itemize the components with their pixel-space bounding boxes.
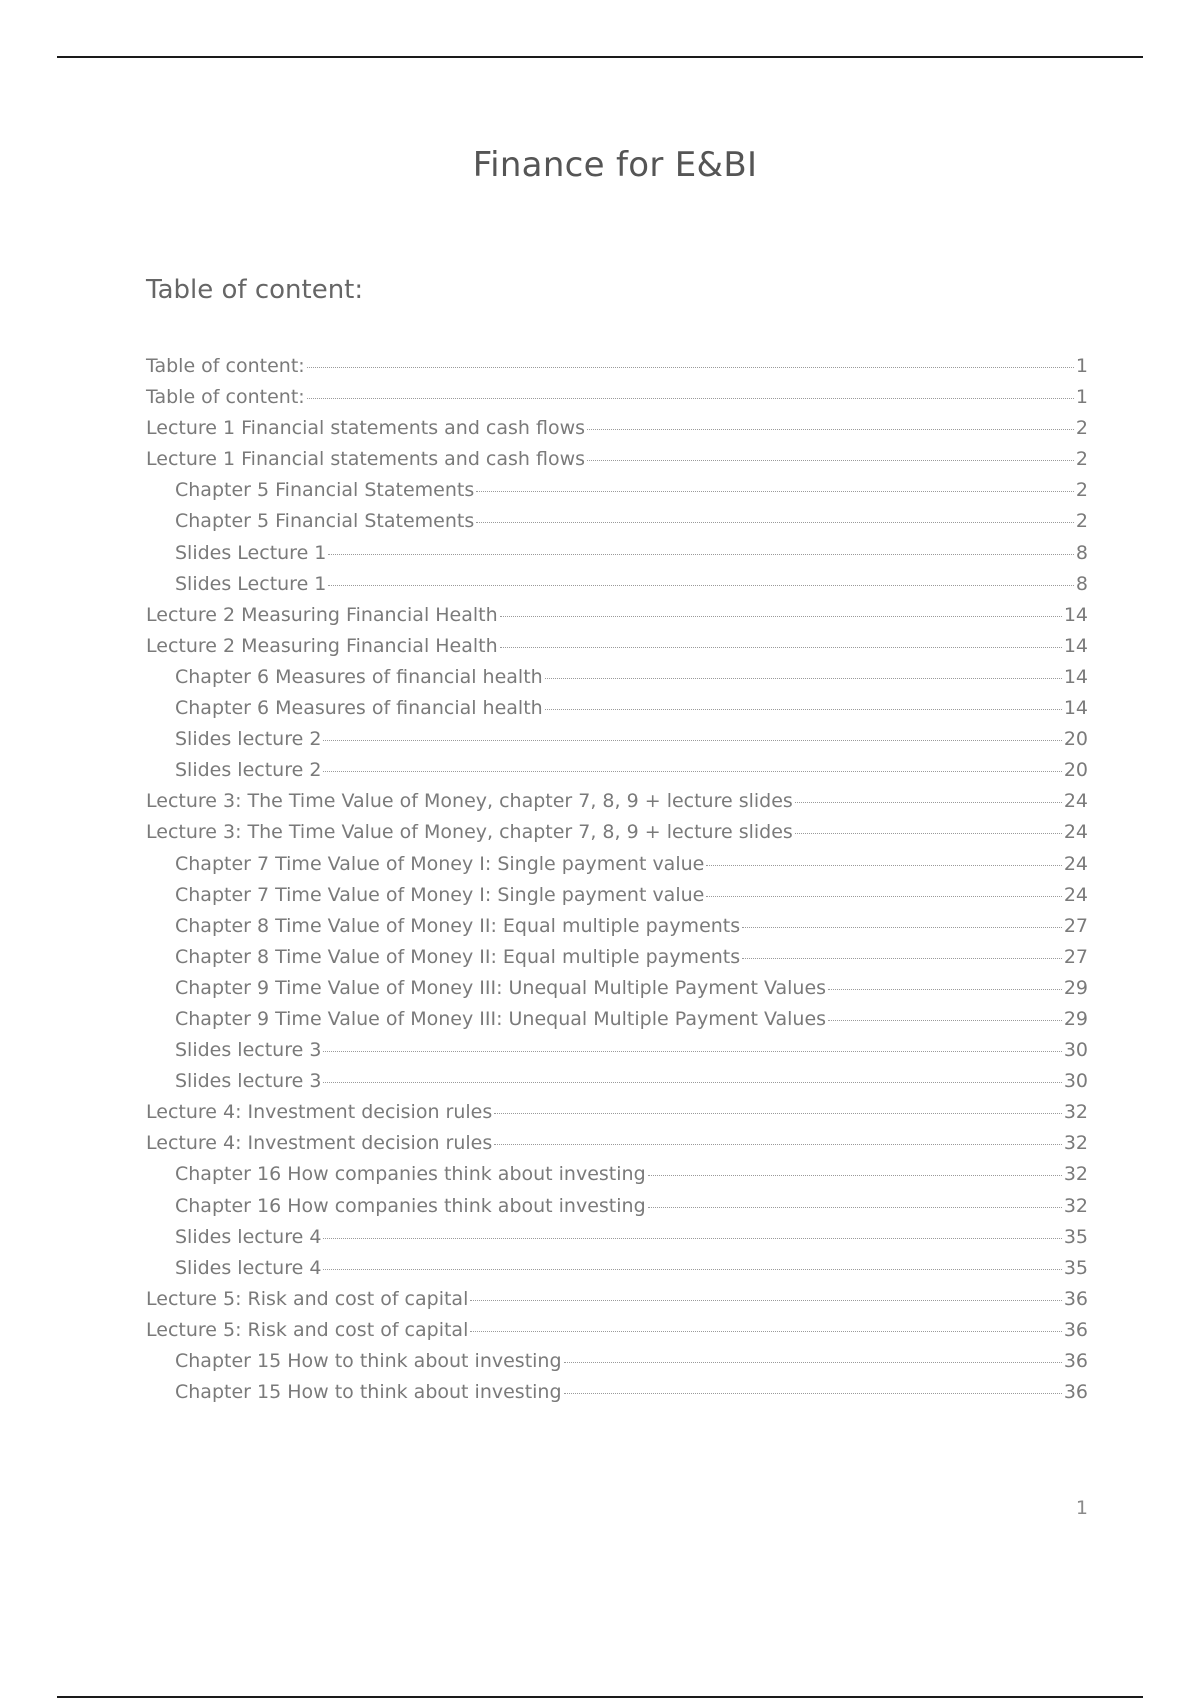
toc-entry[interactable] [146, 790, 1088, 821]
toc-dot-leader [500, 647, 1062, 648]
toc-entry-page: 8 [1075, 572, 1088, 595]
toc-entry[interactable] [146, 728, 1088, 759]
toc-dot-leader [307, 367, 1074, 368]
toc-entry-title: Chapter 9 Time Value of Money III: Unequal Multiple Payment Values [175, 976, 827, 999]
toc-entry-title: Lecture 4: Investment decision rules [146, 1132, 493, 1155]
toc-entry[interactable] [146, 821, 1088, 852]
toc-entry[interactable] [146, 666, 1088, 697]
toc-dot-leader [307, 398, 1074, 399]
toc-entry-title: Table of content: [146, 355, 305, 377]
toc-dot-leader [470, 1300, 1061, 1301]
toc-entry[interactable] [146, 448, 1088, 479]
toc-entry-page: 24 [1063, 821, 1088, 844]
toc-dot-leader [494, 1144, 1062, 1145]
toc-entry[interactable] [146, 386, 1088, 417]
toc-entry[interactable] [146, 884, 1088, 915]
header-rule [57, 56, 1143, 58]
toc-entry-title: Chapter 15 How to think about investing [175, 1381, 562, 1404]
toc-dot-leader [706, 896, 1061, 897]
toc-entry[interactable] [146, 417, 1088, 448]
toc-dot-leader [742, 958, 1062, 959]
page-number: 1 [1075, 1497, 1088, 1519]
toc-entry-page: 32 [1063, 1163, 1088, 1186]
toc-dot-leader [323, 740, 1061, 741]
toc-entry[interactable] [146, 1257, 1088, 1288]
toc-entry-title: Slides lecture 2 [175, 728, 322, 751]
toc-entry[interactable] [146, 1381, 1088, 1412]
toc-entry[interactable] [146, 1288, 1088, 1319]
toc-entry-title: Lecture 3: The Time Value of Money, chapter 7, 8, 9 + lecture slides [146, 821, 793, 844]
toc-dot-leader [795, 802, 1062, 803]
toc-entry-title: Chapter 16 How companies think about investing [175, 1194, 646, 1217]
toc-entry[interactable] [146, 355, 1088, 386]
toc-entry-page: 29 [1063, 1007, 1088, 1030]
toc-entry-page: 2 [1075, 510, 1088, 533]
toc-entry-page: 30 [1063, 1039, 1088, 1062]
toc-dot-leader [494, 1113, 1062, 1114]
toc-entry[interactable] [146, 853, 1088, 884]
toc-entry-title: Slides lecture 3 [175, 1039, 322, 1062]
toc-entry-title: Lecture 1 Financial statements and cash flows [146, 448, 586, 471]
toc-entry-title: Chapter 8 Time Value of Money II: Equal multiple payments [175, 914, 741, 937]
toc-entry-page: 29 [1063, 976, 1088, 999]
toc-entry-title: Chapter 9 Time Value of Money III: Unequal Multiple Payment Values [175, 1007, 827, 1030]
toc-entry[interactable] [146, 946, 1088, 977]
toc-entry-title: Lecture 5: Risk and cost of capital [146, 1287, 469, 1310]
toc-dot-leader [706, 865, 1061, 866]
toc-entry-page: 36 [1063, 1381, 1088, 1404]
toc-entry-page: 14 [1063, 665, 1088, 688]
toc-dot-leader [564, 1393, 1062, 1394]
toc-entry[interactable] [146, 510, 1088, 541]
toc-entry[interactable] [146, 604, 1088, 635]
toc-entry-page: 2 [1075, 417, 1088, 440]
toc-dot-leader [587, 429, 1074, 430]
toc-entry-title: Slides lecture 3 [175, 1070, 322, 1093]
toc-entry-title: Chapter 8 Time Value of Money II: Equal multiple payments [175, 945, 741, 968]
toc-dot-leader [476, 491, 1074, 492]
toc-dot-leader [742, 927, 1062, 928]
toc-dot-leader [323, 1269, 1061, 1270]
toc-entry-title: Slides lecture 2 [175, 759, 322, 782]
toc-entry-title: Chapter 6 Measures of financial health [175, 697, 543, 720]
toc-entry[interactable] [146, 1163, 1088, 1194]
toc-entry-page: 35 [1063, 1256, 1088, 1279]
toc-entry-title: Lecture 2 Measuring Financial Health [146, 603, 498, 626]
toc-entry[interactable] [146, 1039, 1088, 1070]
toc-entry-page: 35 [1063, 1225, 1088, 1248]
toc-dot-leader [828, 1020, 1062, 1021]
toc-entry-page: 32 [1063, 1101, 1088, 1124]
toc-entry-page: 2 [1075, 448, 1088, 471]
toc-entry-page: 36 [1063, 1318, 1088, 1341]
toc-entry-page: 27 [1063, 945, 1088, 968]
table-of-contents [146, 355, 1088, 1412]
toc-entry-title: Chapter 5 Financial Statements [175, 479, 475, 502]
toc-entry-title: Chapter 7 Time Value of Money I: Single payment value [175, 883, 705, 906]
toc-dot-leader [545, 678, 1062, 679]
toc-entry-page: 36 [1063, 1350, 1088, 1372]
toc-dot-leader [323, 1051, 1061, 1052]
toc-entry-page: 24 [1063, 852, 1088, 875]
toc-entry-page: 2 [1075, 479, 1088, 502]
toc-entry-title: Chapter 6 Measures of financial health [175, 665, 543, 688]
toc-entry[interactable] [146, 1008, 1088, 1039]
toc-entry-title: Chapter 5 Financial Statements [175, 510, 475, 533]
toc-entry-title: Lecture 4: Investment decision rules [146, 1101, 493, 1124]
toc-entry-page: 20 [1063, 728, 1088, 751]
document-title: Finance for E&BI [472, 145, 758, 185]
toc-entry-page: 32 [1063, 1132, 1088, 1155]
toc-entry-page: 36 [1063, 1287, 1088, 1310]
toc-entry[interactable] [146, 1070, 1088, 1101]
footer-rule [57, 1696, 1143, 1698]
toc-entry[interactable] [146, 1195, 1088, 1226]
toc-dot-leader [500, 616, 1062, 617]
toc-entry[interactable] [146, 759, 1088, 790]
toc-entry-title: Lecture 1 Financial statements and cash flows [146, 417, 586, 440]
toc-entry-title: Slides Lecture 1 [175, 541, 327, 564]
toc-entry-page: 32 [1063, 1194, 1088, 1217]
toc-entry-page: 24 [1063, 883, 1088, 906]
toc-entry-title: Lecture 2 Measuring Financial Health [146, 634, 498, 657]
toc-entry[interactable] [146, 1101, 1088, 1132]
toc-entry[interactable] [146, 1319, 1088, 1350]
toc-dot-leader [323, 1082, 1061, 1083]
toc-entry[interactable] [146, 479, 1088, 510]
toc-entry-page: 14 [1063, 603, 1088, 626]
toc-dot-leader [323, 1238, 1061, 1239]
toc-entry-page: 27 [1063, 914, 1088, 937]
toc-dot-leader [564, 1362, 1062, 1363]
toc-dot-leader [476, 522, 1074, 523]
toc-entry[interactable] [146, 1226, 1088, 1257]
toc-entry-page: 24 [1063, 790, 1088, 813]
toc-entry-title: Table of content: [146, 386, 305, 409]
toc-dot-leader [828, 989, 1062, 990]
toc-entry-page: 1 [1075, 355, 1088, 377]
toc-entry-page: 30 [1063, 1070, 1088, 1093]
toc-entry-title: Chapter 15 How to think about investing [175, 1350, 562, 1372]
toc-dot-leader [328, 554, 1074, 555]
toc-dot-leader [470, 1331, 1061, 1332]
toc-entry-page: 8 [1075, 541, 1088, 564]
toc-entry-title: Chapter 16 How companies think about investing [175, 1163, 646, 1186]
toc-entry-title: Slides Lecture 1 [175, 572, 327, 595]
toc-entry-title: Lecture 3: The Time Value of Money, chapter 7, 8, 9 + lecture slides [146, 790, 793, 813]
toc-entry-page: 14 [1063, 634, 1088, 657]
toc-dot-leader [587, 460, 1074, 461]
toc-dot-leader [328, 585, 1074, 586]
toc-entry-title: Lecture 5: Risk and cost of capital [146, 1318, 469, 1341]
toc-entry[interactable] [146, 573, 1088, 604]
toc-dot-leader [795, 833, 1062, 834]
toc-entry[interactable] [146, 1132, 1088, 1163]
toc-dot-leader [323, 771, 1061, 772]
toc-entry[interactable] [146, 977, 1088, 1008]
toc-entry-page: 14 [1063, 697, 1088, 720]
toc-entry[interactable] [146, 915, 1088, 946]
toc-entry[interactable] [146, 697, 1088, 728]
toc-entry[interactable] [146, 1350, 1088, 1381]
toc-entry-title: Slides lecture 4 [175, 1225, 322, 1248]
toc-dot-leader [648, 1207, 1062, 1208]
toc-entry-page: 1 [1075, 386, 1088, 409]
toc-dot-leader [545, 709, 1062, 710]
toc-entry[interactable] [146, 542, 1088, 573]
toc-heading: Table of content: [146, 275, 364, 305]
toc-entry[interactable] [146, 635, 1088, 666]
toc-dot-leader [648, 1175, 1062, 1176]
toc-entry-page: 20 [1063, 759, 1088, 782]
toc-entry-title: Slides lecture 4 [175, 1256, 322, 1279]
toc-entry-title: Chapter 7 Time Value of Money I: Single payment value [175, 852, 705, 875]
